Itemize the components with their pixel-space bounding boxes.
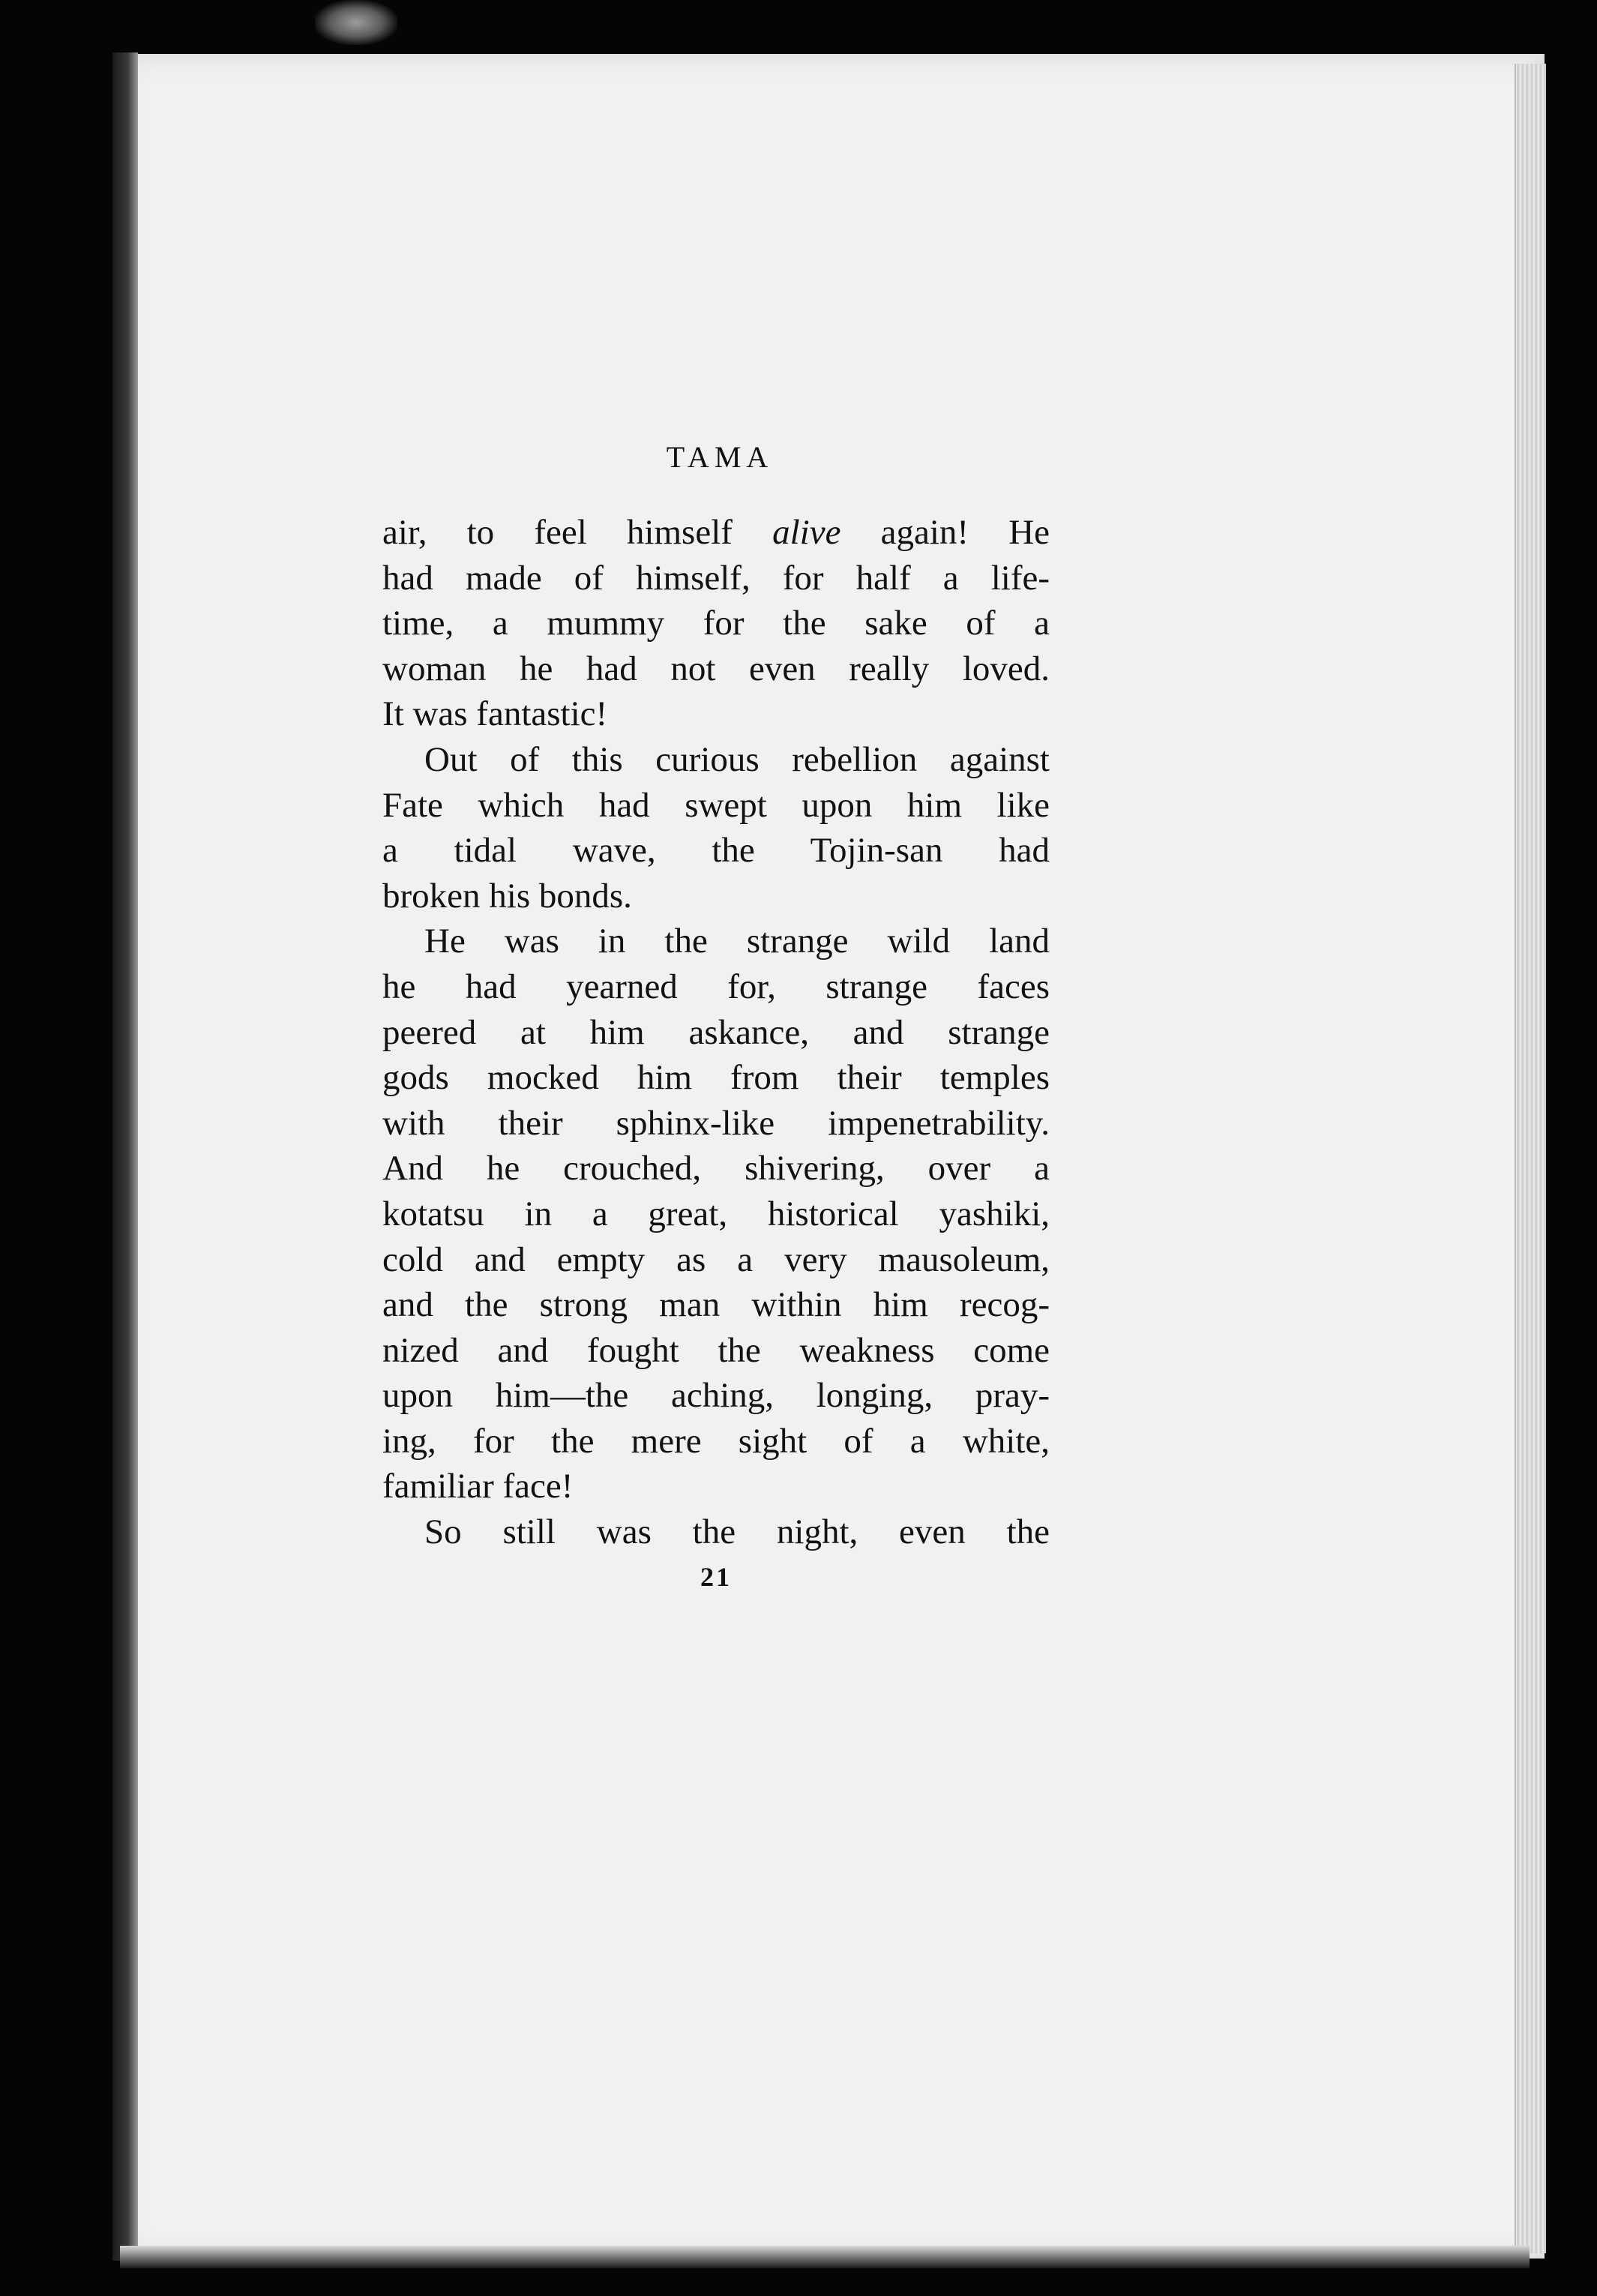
text-line: gods mocked him from their temples [382, 1058, 1050, 1098]
text-line: time, a mummy for the sake of a [382, 604, 1050, 643]
text-line: familiar face! [382, 1467, 574, 1506]
text-line: ing, for the mere sight of a white, [382, 1421, 1050, 1461]
body-text [382, 510, 1050, 1555]
text-line: So still was the night, even the [424, 1512, 1050, 1552]
text-line: And he crouched, shivering, over a [382, 1149, 1050, 1188]
text-line: a tidal wave, the Tojin-san had [382, 831, 1050, 871]
text-line: broken his bonds. [382, 876, 632, 916]
page-number: 21 [700, 1562, 732, 1592]
text-line: had made of himself, for half a life- [382, 558, 1050, 598]
page-bottom-edge [120, 2246, 1530, 2268]
scan-artifact [315, 0, 397, 45]
text-line: cold and empty as a very mausoleum, [382, 1239, 1050, 1279]
text-line: Out of this curious rebellion against [424, 739, 1050, 779]
text-line: with their sphinx-like impenetrability. [382, 1103, 1050, 1143]
text-line: he had yearned for, strange faces [382, 967, 1050, 1006]
text-line: kotatsu in a great, historical yashiki, [382, 1194, 1050, 1233]
text-line: woman he had not even really loved. [382, 649, 1050, 688]
book-gutter [112, 52, 138, 2261]
text-line: upon him—the aching, longing, pray- [382, 1376, 1050, 1416]
text-line: nized and fought the weakness come [382, 1330, 1050, 1370]
text-line: air, to feel himself alive again! He [382, 513, 1050, 552]
text-line: and the strong man within him recog- [382, 1285, 1050, 1325]
running-head: TAMA [666, 440, 774, 474]
text-line: Fate which had swept upon him like [382, 785, 1050, 825]
page-edges [1515, 64, 1546, 2253]
text-line: He was in the strange wild land [424, 922, 1050, 961]
text-line: It was fantastic! [382, 694, 608, 734]
text-line: peered at him askance, and strange [382, 1012, 1050, 1052]
